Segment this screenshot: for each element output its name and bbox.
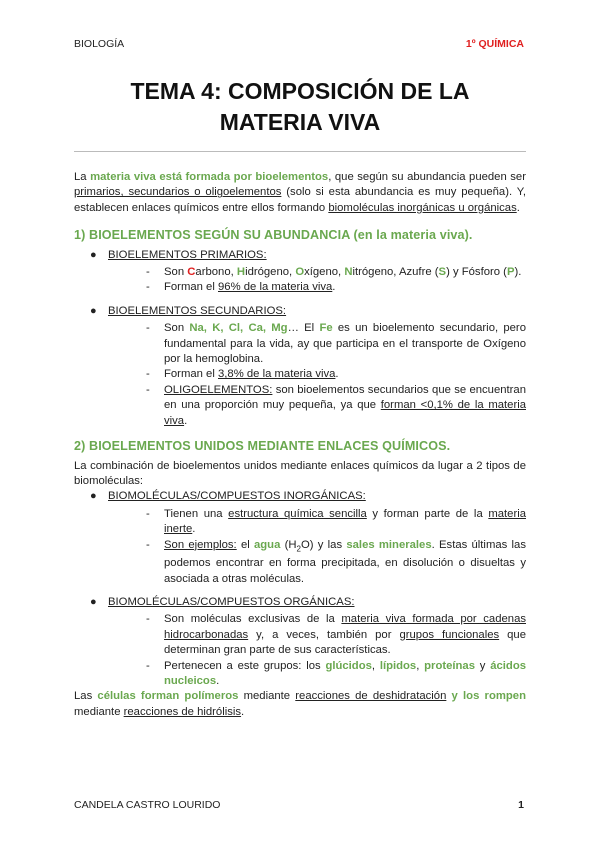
list-item: - Son Na, K, Cl, Ca, Mg… El Fe es un bioelemento secundario, pero fundamental para la vida, ay que participa en el transporte de Oxígeno por la hemoglobina. bbox=[146, 322, 526, 366]
section-1-heading: 1) BIOELEMENTOS SEGÚN SU ABUNDANCIA (en la materia viva). bbox=[74, 228, 473, 243]
page-title bbox=[74, 76, 526, 138]
title-line-2: MATERIA VIVA bbox=[219, 109, 381, 135]
section-2-heading: 2) BIOELEMENTOS UNIDOS MEDIANTE ENLACES QUÍMICOS. bbox=[74, 439, 451, 454]
header-course: 1º QUÍMICA bbox=[465, 38, 524, 50]
section-1-list bbox=[74, 248, 526, 429]
list-item: - Pertenecen a este grupos: los glúcidos, lípidos, proteínas y ácidos nucleicos. bbox=[146, 659, 527, 688]
title-divider bbox=[74, 151, 526, 152]
bullet-label: BIOELEMENTOS PRIMARIOS: bbox=[108, 248, 267, 261]
section-2-list bbox=[74, 489, 526, 689]
bullet-organicas bbox=[74, 595, 526, 689]
document-body bbox=[74, 170, 526, 720]
section-2-intro: La combinación de bioelementos unidos mediante enlaces químicos da lugar a 2 tipos de biomoléculas: bbox=[74, 459, 526, 487]
title-line-1: TEMA 4: COMPOSICIÓN DE LA bbox=[130, 78, 470, 104]
bullet-primarios bbox=[74, 248, 526, 296]
header-subject: BIOLOGÍA bbox=[74, 38, 125, 50]
intro-paragraph: La materia viva está formada por bioelementos, que según su abundancia pueden ser primarios, secundarios o oligoelementos (solo si esta abundancia es muy pequeña). Y, establecen enlaces químicos entre ellos formando biomoléculas inorgánicas u orgánicas. bbox=[74, 171, 526, 214]
bullet-label: BIOMOLÉCULAS/COMPUESTOS INORGÁNICAS: bbox=[108, 490, 366, 503]
list-item: - Son Carbono, Hidrógeno, Oxígeno, Nitrógeno, Azufre (S) y Fósforo (P). bbox=[146, 266, 522, 279]
bullet-icon: ● bbox=[90, 490, 97, 503]
bullet-inorganicas bbox=[74, 489, 526, 587]
closing-paragraph: Las células forman polímeros mediante reacciones de deshidratación y los rompen mediante reacciones de hidrólisis. bbox=[74, 690, 526, 718]
bullet-label: BIOELEMENTOS SECUNDARIOS: bbox=[108, 304, 287, 317]
list-item: - Forman el 3,8% de la materia viva. bbox=[146, 368, 339, 381]
bullet-icon: ● bbox=[90, 304, 97, 317]
bullet-secundarios bbox=[74, 304, 526, 429]
list-item: - Forman el 96% de la materia viva. bbox=[146, 281, 336, 294]
footer-author: CANDELA CASTRO LOURIDO bbox=[74, 799, 221, 811]
bullet-icon: ● bbox=[90, 248, 97, 261]
list-item: - OLIGOELEMENTOS: son bioelementos secundarios que se encuentran en una proporción muy pequeña, ya que forman <0,1% de la materia viva. bbox=[146, 383, 526, 427]
list-item: - Son ejemplos: el agua $(H_2O)$ y las sales minerales. Estas últimas las podemos encontrar en forma precipitada, en disolución o disueltas y asociada a otras moléculas. bbox=[146, 538, 526, 585]
list-item: - Tienen una estructura química sencilla y forman parte de la materia inerte. bbox=[146, 507, 526, 536]
bullet-icon: ● bbox=[90, 596, 97, 608]
page-number: 1 bbox=[518, 799, 524, 811]
list-item: - Son moléculas exclusivas de la materia viva formada por cadenas hidrocarbonadas y, a veces, también por grupos funcionales que determinan gran parte de sus características. bbox=[146, 613, 526, 657]
bullet-label: BIOMOLÉCULAS/COMPUESTOS ORGÁNICAS: bbox=[108, 596, 355, 608]
